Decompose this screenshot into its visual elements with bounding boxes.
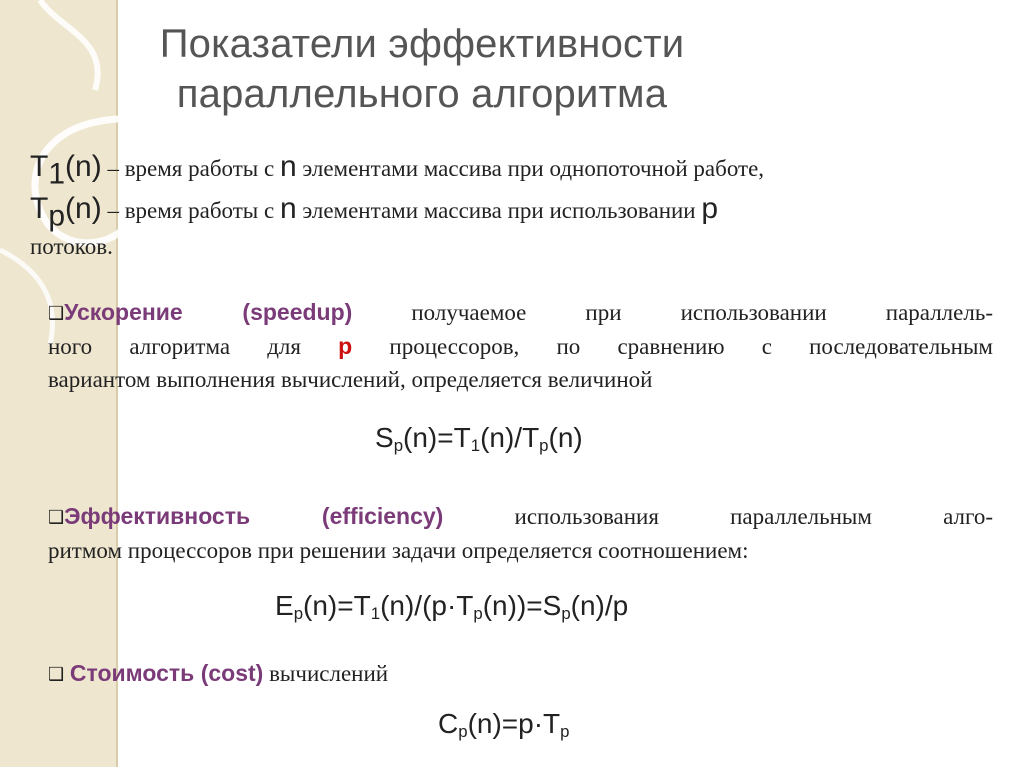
formula-e: E [275, 590, 294, 621]
cost-line [48, 660, 388, 687]
formula-e-sub-a: 1 [370, 604, 381, 624]
formula-e-part-c: (n))=S [482, 590, 562, 621]
formula-e-sub: p [293, 604, 304, 624]
efficiency-term: Эффективность (efficiency) [64, 503, 444, 529]
definition-tp [30, 192, 718, 234]
formula-c-sub-a: p [560, 722, 570, 742]
formula-e-part-b: (n)/(p·T [380, 590, 474, 621]
speedup-line2-b: процессоров, по сравнению с последовательным [352, 334, 993, 359]
slide-title-line1: Показатели эффективности [159, 22, 685, 66]
efficiency-formula [275, 590, 628, 624]
efficiency-line2: ритмом процессоров при решении задачи определяется соотношением: [48, 538, 749, 563]
efficiency-line1 [48, 500, 993, 534]
formula-c-sub: p [458, 722, 468, 742]
t1-n: n [279, 150, 297, 183]
formula-s-part-a: (n)=T [403, 422, 471, 453]
speedup-line2 [48, 330, 993, 363]
t1-text: – время работы с [101, 156, 280, 181]
formula-s-part-b: (n)/T [480, 422, 540, 453]
t1-subscript: 1 [48, 157, 66, 191]
tp-p: p [701, 192, 719, 225]
tp-rest: элементами массива при использовании [296, 198, 702, 223]
checkbox-bullet-icon: ❑ [48, 664, 65, 685]
cost-formula [438, 708, 570, 742]
checkbox-bullet-icon: ❑ [48, 303, 65, 324]
efficiency-paragraph [48, 500, 993, 567]
t1-symbol: T [30, 150, 49, 183]
speedup-term: Ускорение (speedup) [64, 299, 353, 325]
formula-s-sub: p [393, 436, 404, 456]
cost-term: Стоимость (cost) [69, 660, 264, 686]
formula-s-sub-b: p [539, 436, 549, 456]
formula-e-sub-c: p [561, 604, 571, 624]
formula-s-sub-a: 1 [470, 436, 481, 456]
speedup-line1-rest: получаемое при использовании параллель- [352, 300, 993, 325]
tp-arg: (n) [65, 192, 102, 225]
t1-arg: (n) [65, 150, 102, 183]
efficiency-line1-rest: использования параллельным алго- [443, 504, 994, 529]
formula-e-part-a: (n)=T [303, 590, 371, 621]
speedup-paragraph [48, 296, 993, 396]
speedup-line2-a: ного алгоритма для [48, 334, 339, 359]
speedup-p: p [338, 333, 353, 359]
formula-e-sub-b: p [473, 604, 483, 624]
slide-title-line2: параллельного алгоритма [176, 72, 668, 116]
tp-n: n [279, 192, 297, 225]
tp-continuation: потоков. [30, 234, 113, 259]
speedup-formula [375, 422, 583, 456]
formula-c: C [438, 708, 459, 739]
formula-s-part-c: (n) [548, 422, 583, 453]
cost-rest: вычислений [263, 661, 389, 686]
formula-c-part-a: (n)=p·T [467, 708, 561, 739]
speedup-line1 [48, 296, 993, 330]
checkbox-bullet-icon: ❑ [48, 507, 65, 528]
formula-e-part-d: (n)/p [570, 590, 629, 621]
formula-s: S [375, 422, 394, 453]
tp-text: – время работы с [101, 198, 280, 223]
tp-symbol: T [30, 192, 49, 225]
tp-subscript: p [48, 199, 66, 233]
t1-rest: элементами массива при однопоточной работе, [296, 156, 765, 181]
definition-t1 [30, 150, 764, 192]
speedup-line3: вариантом выполнения вычислений, определяется величиной [48, 367, 653, 392]
